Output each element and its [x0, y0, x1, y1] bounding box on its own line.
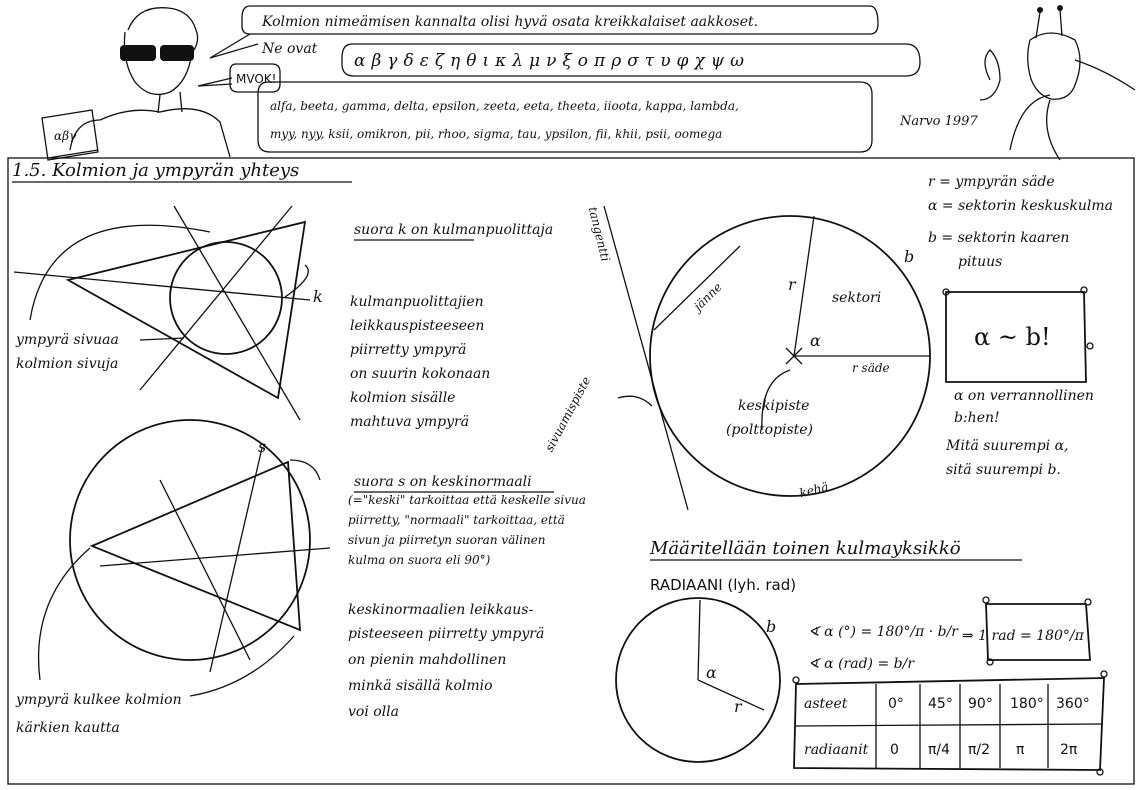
table-label-degrees: asteet: [804, 696, 848, 712]
perp-note-3: sivun ja piirretyn suoran välinen: [348, 533, 546, 547]
label-alpha: α: [810, 331, 821, 350]
incircle-side-label-2: kolmion sivuja: [16, 356, 119, 372]
bisector-note: suora k on kulmanpuolittaja: [354, 222, 554, 238]
perp-bisector-note: [348, 493, 586, 567]
incircle-desc-1: kulmanpuolittajien: [350, 294, 484, 310]
signature: Narvo 1997: [900, 114, 978, 129]
rad-pi-4: π/4: [928, 742, 951, 758]
tangent-line: [604, 206, 688, 510]
book-label: αβγ: [54, 129, 77, 143]
label-sector: sektori: [832, 290, 882, 306]
circum-desc-2: pisteeseen piirretty ympyrä: [348, 626, 545, 642]
incircle-desc-6: mahtuva ympyrä: [350, 414, 470, 430]
student-figure: [70, 8, 230, 157]
incircle-desc-4: on suurin kokonaan: [350, 366, 491, 382]
angle-bisector-k: [14, 272, 310, 300]
incircle-diagram: [14, 206, 553, 430]
circum-desc-4: minkä sisällä kolmio: [348, 678, 493, 694]
label-center-2: (polttopiste): [726, 422, 814, 438]
circumcircle-triangle: [92, 462, 300, 630]
proportion-text: α ~ b!: [974, 323, 1051, 351]
legend-alpha: α = sektorin keskuskulma: [928, 198, 1113, 214]
incircle-description: [350, 294, 490, 430]
label-b-arc: b: [904, 247, 915, 266]
deg-180: 180°: [1010, 696, 1044, 712]
legend-note-1: α on verrannollinen: [954, 388, 1094, 404]
perp-note-1: (="keski" tarkoittaa että keskelle sivua: [348, 493, 586, 507]
radian-section: [616, 538, 1091, 762]
incircle-side-label-1: ympyrä sivuaa: [16, 332, 119, 348]
alien-figure: [980, 5, 1135, 160]
incircle-desc-2: leikkauspisteeseen: [350, 318, 485, 334]
rad-pi: π: [1016, 742, 1025, 758]
inscribed-circle: [170, 242, 282, 354]
table-label-radians: radiaanit: [804, 742, 869, 758]
legend-note-2: b:hen!: [954, 410, 1000, 426]
speech-line-2: Ne ovat: [262, 41, 318, 57]
legend-block: [928, 174, 1113, 478]
circle-parts-diagram: [542, 206, 930, 510]
legend-r: r = ympyrän säde: [928, 174, 1055, 190]
circum-desc-5: voi olla: [348, 704, 399, 720]
radian-radius-2: [698, 680, 764, 710]
arrow-arc-1: [30, 225, 210, 320]
section-title: 1.5. Kolmion ja ympyrän yhteys: [12, 160, 300, 181]
legend-b-2: pituus: [958, 254, 1003, 270]
radian-r: r: [734, 697, 742, 716]
greek-names-row-1: alfa, beeta, gamma, delta, epsilon, zeeta, eeta, theeta, iioota, kappa, lambda,: [270, 99, 739, 113]
label-arc: kehä: [798, 479, 830, 501]
label-chord: jänne: [691, 279, 725, 314]
speech-line-1: Kolmion nimeämisen kannalta olisi hyvä osata kreikkalaiset aakkoset.: [262, 14, 759, 30]
incircle-desc-3: piirretty ympyrä: [350, 342, 467, 358]
perp-note-2: piirretty, "normaali" tarkoittaa, että: [348, 513, 565, 527]
rad-pi-2: π/2: [968, 742, 991, 758]
formula-radians: ∢ α (rad) = b/r: [808, 656, 915, 672]
deg-360: 360°: [1056, 696, 1090, 712]
perp-note-4: kulma on suora eli 90°): [348, 553, 491, 567]
header-cartoon: [42, 5, 1135, 160]
rad-definition: ⇒ 1 rad = 180°/π: [962, 628, 1084, 644]
names-bubble: [258, 82, 872, 152]
incircle-desc-5: kolmion sisälle: [350, 390, 456, 406]
deg-0: 0°: [888, 696, 904, 712]
rad-2pi: 2π: [1060, 742, 1078, 758]
perp-bisector-title: suora s on keskinormaali: [354, 474, 532, 490]
radian-alpha: α: [706, 663, 717, 682]
label-radius: r säde: [852, 361, 890, 375]
label-touch-point: sivuamispiste: [542, 374, 594, 454]
label-tangent: tangentti: [585, 205, 613, 263]
arrow-s: [290, 460, 320, 480]
radian-radius-1: [698, 600, 700, 680]
circum-desc-1: keskinormaalien leikkaus-: [348, 602, 534, 618]
greek-alphabet: αβγδεζηθικλμνξοπρστυφχψω: [354, 51, 750, 71]
radian-b: b: [766, 617, 777, 636]
perp-bisector-s: [210, 448, 262, 672]
deg-45: 45°: [928, 696, 953, 712]
circum-vertex-label-2: kärkien kautta: [16, 720, 120, 736]
circumcircle-description: [348, 602, 544, 720]
side-label-arrow: [140, 338, 184, 340]
rad-0: 0: [890, 742, 899, 758]
label-s: s: [258, 437, 267, 456]
vertex-arrow-1: [39, 548, 90, 680]
legend-note-4: sitä suurempi b.: [946, 462, 1061, 478]
conversion-table: [793, 671, 1107, 775]
radian-heading: Määritellään toinen kulmayksikkö: [650, 538, 961, 559]
reply-text: MVOK!: [236, 72, 277, 86]
label-k: k: [313, 287, 323, 306]
label-center-1: keskipiste: [738, 398, 810, 414]
circumcircle-diagram: [15, 420, 586, 736]
circum-desc-3: on pienin mahdollinen: [348, 652, 507, 668]
greek-names-row-2: myy, nyy, ksii, omikron, pii, rhoo, sigma, tau, ypsilon, fii, khii, psii, oomega: [270, 127, 723, 141]
legend-note-3: Mitä suurempi α,: [946, 438, 1069, 454]
book-icon: [42, 110, 98, 160]
radian-label: RADIAANI (lyh. rad): [650, 576, 797, 594]
formula-degrees: ∢ α (°) = 180°/π · b/r: [808, 624, 959, 640]
touch-arrow: [618, 396, 652, 406]
deg-90: 90°: [968, 696, 993, 712]
label-r-vertical: r: [788, 275, 796, 294]
legend-b-1: b = sektorin kaaren: [928, 230, 1070, 246]
circum-vertex-label-1: ympyrä kulkee kolmion: [16, 692, 182, 708]
